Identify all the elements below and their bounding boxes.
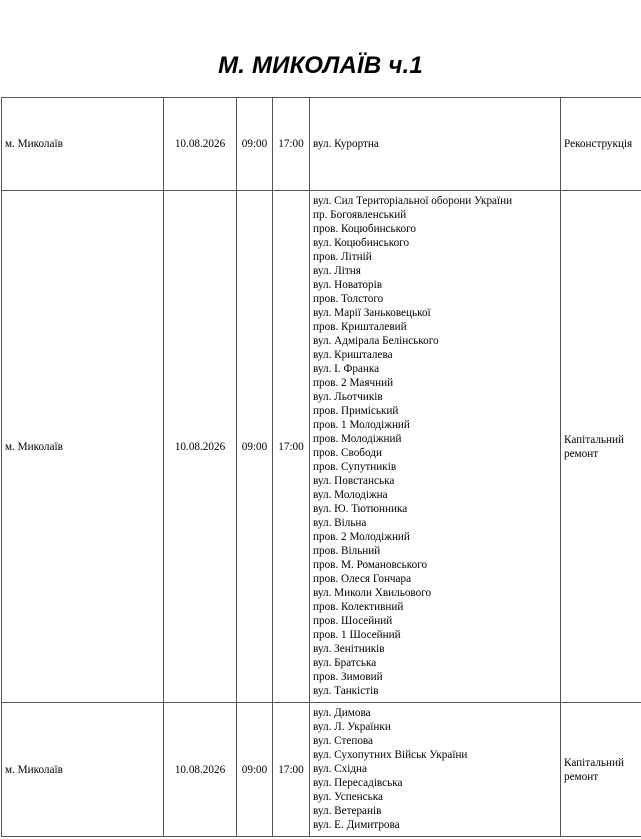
work-type-cell: Капітальний ремонт [561, 191, 641, 703]
end-time-cell: 17:00 [273, 703, 310, 837]
street-item: вул. Е. Димитрова [313, 819, 400, 831]
street-item: пров. 1 Молодіжний [313, 419, 410, 431]
street-item: вул. Коцюбинського [313, 237, 410, 249]
street-item: пров. Супутників [313, 461, 397, 473]
street-item: пров. 2 Молодіжний [313, 531, 410, 543]
start-time-cell: 09:00 [237, 703, 273, 837]
table-row [2, 98, 641, 191]
start-time-cell: 09:00 [237, 191, 273, 703]
street-item: вул. Степова [313, 735, 374, 747]
street-item: вул. Братська [313, 657, 377, 669]
street-item: вул. Молодіжна [313, 489, 388, 501]
street-item: пров. Приміський [313, 405, 399, 417]
street-item: пров. Кришталевий [313, 321, 407, 333]
table-row [2, 191, 641, 703]
street-item: вул. Кришталева [313, 349, 393, 361]
street-item: вул. Миколи Хвильового [313, 587, 432, 599]
page-title: М. МИКОЛАЇВ ч.1 [218, 52, 423, 79]
end-time-cell: 17:00 [273, 98, 310, 191]
street-item: вул. Новаторів [313, 279, 382, 291]
street-item: вул. Пересадівська [313, 777, 403, 789]
street-item: вул. Марії Заньковецької [313, 307, 431, 319]
street-item: вул. Зенітників [313, 643, 385, 655]
streets-cell [310, 703, 561, 837]
street-item: вул. Східна [313, 763, 367, 775]
street-item: пров. Коцюбинського [313, 223, 416, 235]
work-type-cell: Капітальний ремонт [561, 703, 641, 837]
city-cell: м. Миколаїв [2, 191, 164, 703]
street-item: пров. Колективний [313, 601, 404, 613]
street-item: вул. Вільна [313, 517, 367, 529]
schedule-table [1, 97, 641, 837]
street-item: вул. Ветеранів [313, 805, 382, 817]
city-cell: м. Миколаїв [2, 98, 164, 191]
street-item: вул. Сил Територіальної оборони України [313, 195, 513, 207]
street-item: пров. 1 Шосейний [313, 629, 401, 641]
end-time-cell: 17:00 [273, 191, 310, 703]
street-item: вул. Танкістів [313, 685, 379, 697]
street-item: вул. Сухопутних Військ України [313, 749, 468, 761]
streets-cell [310, 191, 561, 703]
street-item: пров. Молодіжний [313, 433, 402, 445]
street-item: вул. Адмірала Белінського [313, 335, 439, 347]
street-item: вул. Льотчиків [313, 391, 383, 403]
date-cell: 10.08.2026 [164, 98, 237, 191]
street-item: вул. Літня [313, 265, 361, 277]
date-cell: 10.08.2026 [164, 703, 237, 837]
street-item: пров. Вільний [313, 545, 381, 557]
street-item: пров. Літній [313, 251, 372, 263]
street-item: пр. Богоявленський [313, 209, 407, 221]
street-item: пров. Олеся Гончара [313, 573, 412, 585]
street-item: пров. Зимовий [313, 671, 383, 683]
street-item: вул. Курортна [313, 138, 379, 150]
work-type-cell: Реконструкція [561, 98, 641, 191]
street-item: пров. Свободи [313, 447, 382, 459]
street-item: пров. Шосейний [313, 615, 393, 627]
street-item: вул. І. Франка [313, 363, 380, 375]
table-row [2, 703, 641, 837]
street-item: вул. Успенська [313, 791, 383, 803]
street-item: пров. 2 Маячний [313, 377, 394, 389]
street-item: вул. Ю. Тютюнника [313, 503, 408, 515]
street-item: пров. Толстого [313, 293, 384, 305]
start-time-cell: 09:00 [237, 98, 273, 191]
street-item: вул. Димова [313, 707, 371, 719]
streets-cell [310, 98, 561, 191]
street-item: вул. Л. Українки [313, 721, 391, 733]
street-item: вул. Повстанська [313, 475, 395, 487]
street-item: пров. М. Романовського [313, 559, 428, 571]
city-cell: м. Миколаїв [2, 703, 164, 837]
date-cell: 10.08.2026 [164, 191, 237, 703]
